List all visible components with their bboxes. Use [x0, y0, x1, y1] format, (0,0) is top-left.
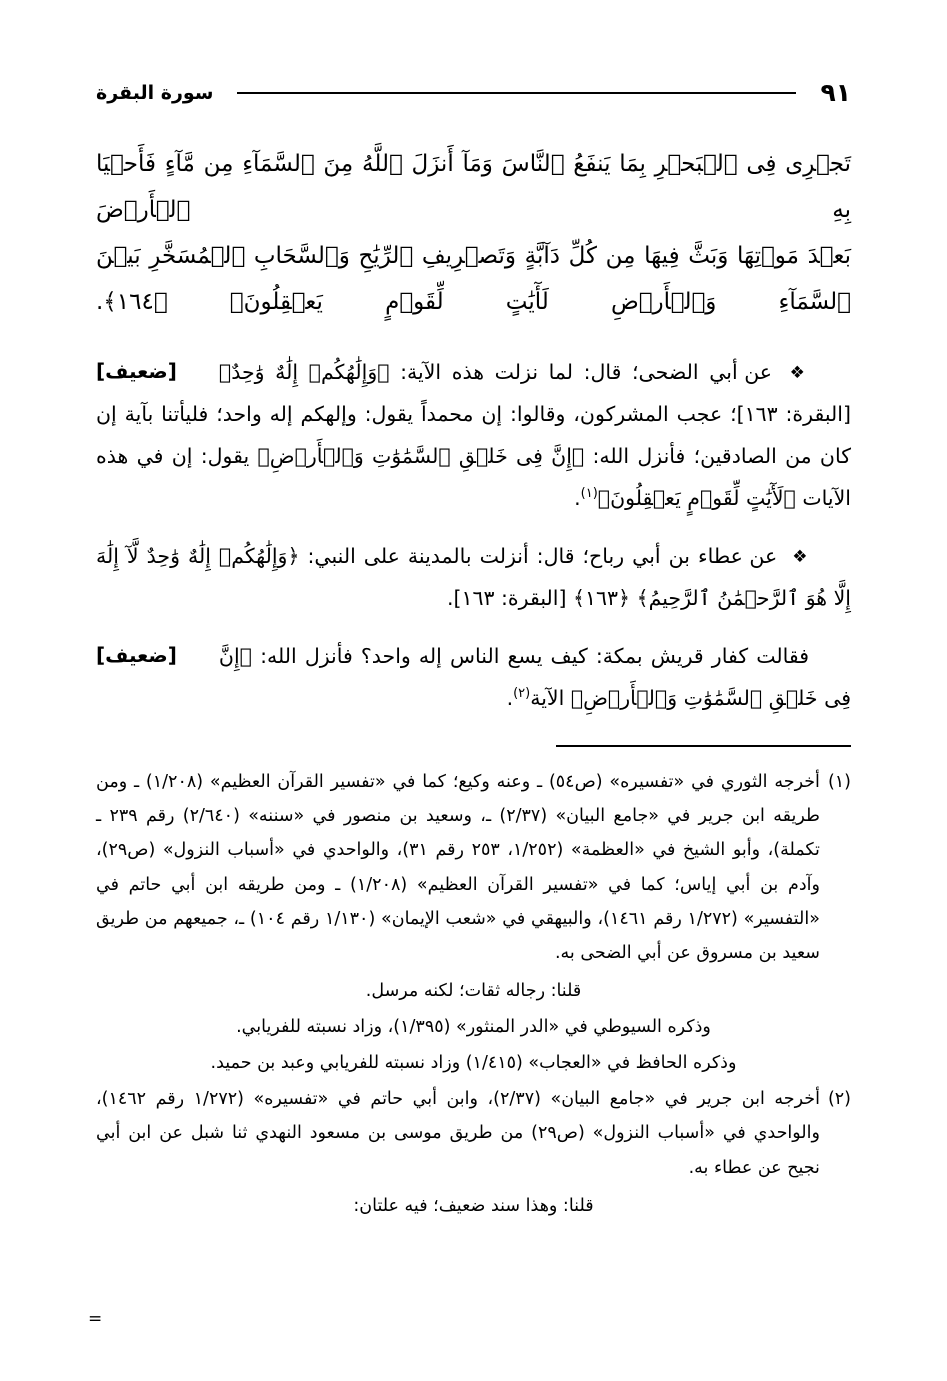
page-header	[96, 78, 851, 107]
page-number: ٩١	[820, 78, 851, 107]
footnote-last-line: قلنا: وهذا سند ضعيف؛ فيه علتان:	[353, 1195, 594, 1216]
footnote-subline: وذكره السيوطي في «الدر المنثور» (١/٣٩٥)، وزاد نسبته للفريابي.	[236, 1017, 711, 1037]
header-rule	[237, 92, 796, 94]
footnote-subline: وذكره الحافظ في «العجاب» (١/٤١٥) وزاد نسبته للفريابي وعبد بن حميد.	[210, 1053, 737, 1074]
quran-verse-block	[96, 141, 851, 325]
narration-tail: .	[506, 686, 514, 711]
footnote-separator	[556, 745, 851, 747]
footnote-reference[interactable]: (١)	[580, 486, 598, 502]
narration-text: عن عطاء بن أبي رباح؛ قال: أنزلت بالمدينة على النبي: ﴿وَإِلَٰهُكُمۡ إِلَٰهٌ وَٰحِدٌ لَّآ إِلَٰهَ إِلَّا هُوَ ٱلرَّحۡمَٰنُ ٱلرَّحِيمُ﴾ ﴿١٦٣﴾ [البقرة: ١٦٣].	[96, 544, 851, 611]
quran-line: ٱلسَّمَآءِ وَٱلۡأَرۡضِ لَأٓيَٰتٍ لِّقَوۡمٍ يَعۡقِلُونَ﴾ ﴿١٦٤﴾.	[96, 289, 851, 315]
narration-paragraph	[96, 535, 851, 619]
surah-title: سورة البقرة	[96, 81, 214, 104]
footnote-text: أخرجه الثوري في «تفسيره» (ص٥٤) ـ وعنه وكيع؛ كما في «تفسير القرآن العظيم» (١/٢٠٨) ـ ومن طريقه ابن جرير في «جامع البيان» (٢/٣٧) ـ، وسعيد بن منصور في «سننه» (٢/٦٤٠) رقم ٢٣٩ ـ تكملة)، وأبو الشيخ في «العظمة» (١/٢٥٢، ٢٥٣ رقم ٣١)، والواحدي في «أسباب النزول» (ص٢٩)، وآدم بن أبي إياس؛ كما في «تفسير القرآن العظيم» (١/٢٠٨) ـ ومن طريقه ابن أبي حاتم في «التفسير» (١/٢٧٢ رقم ١٤٦١)، والبيهقي في «شعب الإيمان» (١/١٣٠ رقم ١٠٤) ـ، جميعهم من طريق سعيد بن مسروق عن أبي الضحى به.	[96, 772, 820, 963]
continuation-mark: =	[88, 1309, 103, 1329]
footnote-item	[96, 1082, 851, 1184]
diamond-bullet-icon: ❖	[789, 363, 809, 383]
footnote-subline: قلنا: رجاله ثقات؛ لكنه مرسل.	[365, 980, 582, 1001]
narration-paragraph	[96, 351, 851, 519]
footnote-item	[96, 765, 851, 970]
hadith-grade-badge: [ضعيف]	[96, 643, 177, 668]
footnotes-section	[96, 765, 851, 1223]
quran-line: تَجۡرِى فِى ٱلۡبَحۡرِ بِمَا يَنفَعُ ٱلنَّاسَ وَمَآ أَنزَلَ ٱللَّهُ مِنَ ٱلسَّمَآءِ مِن مَّآءٍ فَأَحۡيَا بِهِ ٱلۡأَرۡضَ	[96, 151, 851, 223]
hadith-grade-badge: [ضعيف]	[96, 359, 177, 383]
narration-tail: .	[574, 486, 581, 511]
diamond-bullet-icon: ❖	[792, 547, 809, 568]
footnote-text: أخرجه ابن جرير في «جامع البيان» (٢/٣٧)، وابن أبي حاتم في «تفسيره» (١/٢٧٢ رقم ١٤٦٢)، والواحدي في «أسباب النزول» (ص٢٩) من طريق موسى بن مسعود النهدي ثنا شبل عن ابن أبي نجيح عن عطاء به.	[96, 1089, 820, 1178]
footnote-marker: (١)	[827, 772, 851, 793]
narration-paragraph	[96, 635, 851, 719]
narration-text: عن أبي الضحى؛ قال: لما نزلت هذه الآية: ﴿وَإِلَٰهُكُمۡ إِلَٰهٌ وَٰحِدٌ﴾ [البقرة: ١٦٣]؛ عجب المشركون، وقالوا: إن محمداً يقول: وإلهكم إله واحد؛ فليأتنا بآية إن كان من الصادقين؛ فأنزل الله: ﴿إِنَّ فِى خَلۡقِ ٱلسَّمَٰوَٰتِ وَٱلۡأَرۡضِ﴾ يقول: إن في هذه الآيات ﴿لَأٓيَٰتٍ لِّقَوۡمٍ يَعۡقِلُونَ﴾	[96, 360, 851, 511]
footnote-reference[interactable]: (٢)	[513, 686, 531, 702]
quran-line: بَعۡدَ مَوۡتِهَا وَبَثَّ فِيهَا مِن كُلِّ دَآبَّةٍ وَتَصۡرِيفِ ٱلرِّيَٰحِ وَٱلسَّحَابِ ٱلۡمُسَخَّرِ بَيۡنَ	[96, 243, 851, 269]
narration-text: فقالت كفار قريش بمكة: كيف يسع الناس إله واحد؟ فأنزل الله: ﴿إِنَّ فِى خَلۡقِ ٱلسَّمَٰوَٰتِ وَٱلۡأَرۡضِ﴾ الآية	[218, 644, 851, 711]
footnote-marker: (٢)	[827, 1089, 851, 1110]
